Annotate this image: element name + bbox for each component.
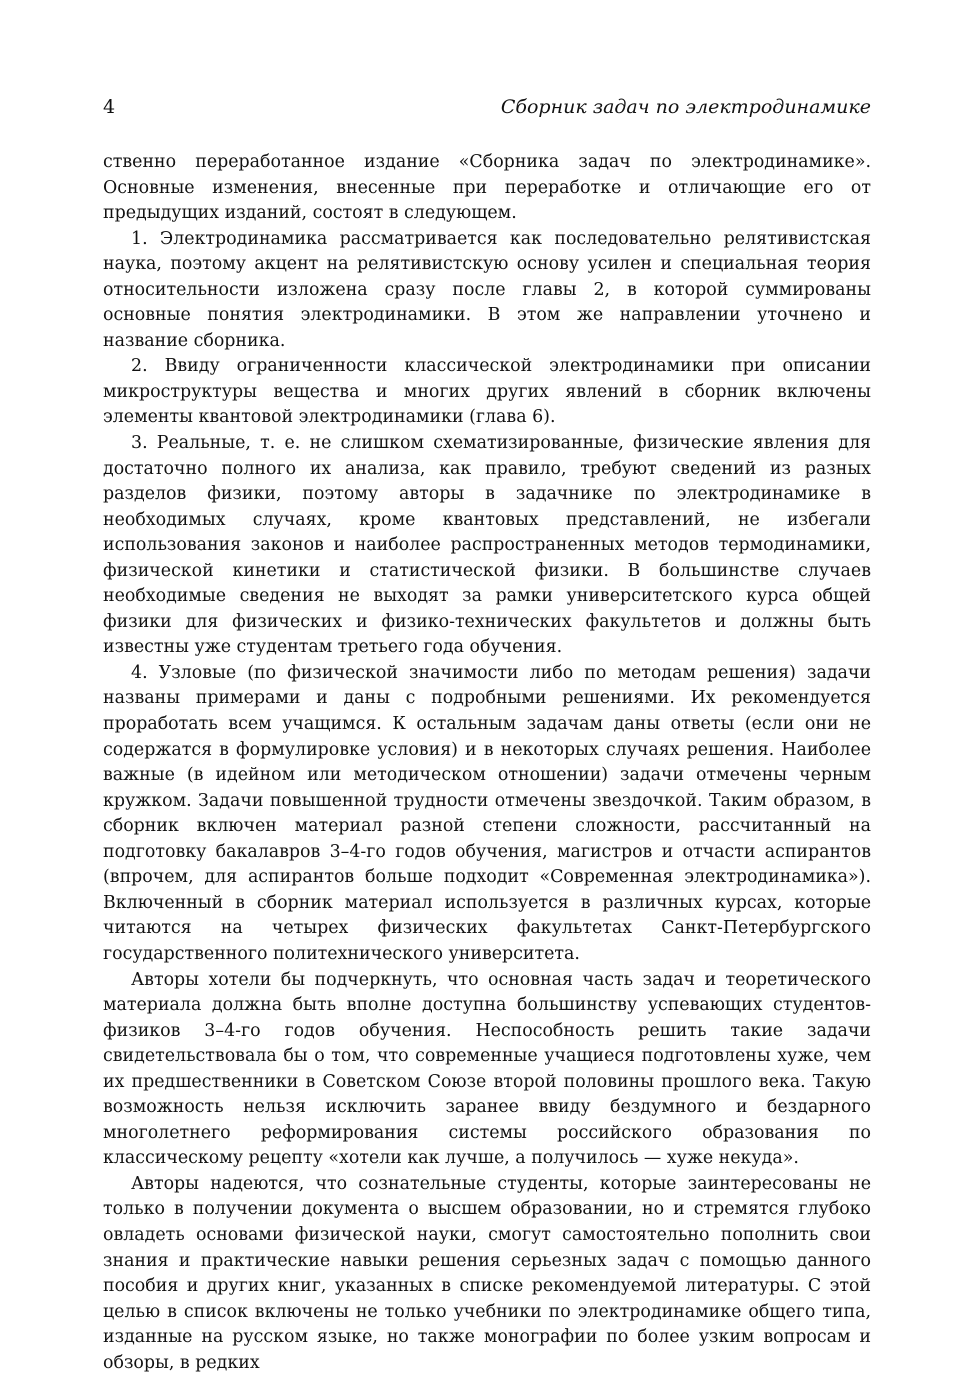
paragraph-item-3: 3. Реальные, т. е. не слишком схематизированные, физические явления для достаточно полного их анализа, как правило, требуют сведений из разных разделов физики, поэтому авторы в задачнике по электродинамике в необходимых случаях, кроме квантовых представлений, не избегали использования законов и наиболее распространенных методов термодинамики, физической кинетики и статистической физики. В большинстве случаев необходимые сведения не выходят за рамки университетского курса общей физики для физических и физико-технических факультетов и должны быть известны уже студентам третьего года обучения. bbox=[103, 433, 871, 658]
book-title: Сборник задач по электродинамике bbox=[500, 96, 871, 118]
paragraph-item-4: 4. Узловые (по физической значимости либо по методам решения) задачи названы примерами и даны с подробными решениями. Их рекомендуется проработать всем учащимся. К остальным задачам даны ответы (если они не содержатся в формулировке условия) и в некоторых случаях решения. Наиболее важные (в идейном или методическом отношении) задачи отмечены черным кружком. Задачи повышенной трудности отмечены звездочкой. Таким образом, в сборник включен материал разной степени сложности, рассчитанный на подготовку бакалавров 3–4-го годов обучения, магистров и отчасти аспирантов (впрочем, для аспирантов больше подходит «Современная электродинамика»). Включенный в сборник материал используется в различных курсах, которые читаются на четырех физических факультетах Санкт-Петербургского государственного политехнического университета. bbox=[103, 662, 871, 964]
paragraph-authors-hope: Авторы надеются, что сознательные студенты, которые заинтересованы не только в получении документа о высшем образовании, но и стремятся глубоко овладеть основами физической науки, смогут самостоятельно пополнить свои знания и практические навыки решения серьезных задач с помощью данного пособия и других книг, указанных в списке рекомендуемой литературы. С этой целью в список включены не только учебники по электродинамике общего типа, изданные на русском языке, но также монографии по более узким вопросам и обзоры, в редких bbox=[103, 1173, 871, 1373]
paragraph-item-2: 2. Ввиду ограниченности классической электродинамики при описании микроструктуры вещества и многих других явлений в сборник включены элементы квантовой электродинамики (глава 6). bbox=[103, 356, 871, 428]
paragraph-authors-emphasis: Авторы хотели бы подчеркнуть, что основная часть задач и теоретического материала должна быть вполне доступна большинству успевающих студентов-физиков 3–4-го годов обучения. Неспособность решить такие задачи свидетельствовала бы о том, что современные учащиеся подготовлены хуже, чем их предшественники в Советском Союзе второй половины прошлого века. Такую возможность нельзя исключить заранее ввиду бездумного и бездарного многолетнего реформирования системы российского образования по классическому рецепту «хотели как лучше, а получилось — хуже некуда». bbox=[103, 969, 871, 1169]
running-head bbox=[103, 96, 871, 126]
page-number: 4 bbox=[103, 96, 116, 118]
paragraph-item-1: 1. Электродинамика рассматривается как последовательно релятивистская наука, поэтому акцент на релятивистскую основу усилен и специальная теория относительности изложена сразу после главы 2, в которой суммированы основные понятия электродинамики. В этом же направлении уточнено и название сборника. bbox=[103, 228, 871, 351]
body-text bbox=[103, 150, 871, 1376]
paragraph-continuation: ственно переработанное издание «Сборника задач по электродинамике». Основные изменения, внесенные при переработке и отличающие его от предыдущих изданий, состоят в следующем. bbox=[103, 152, 871, 224]
